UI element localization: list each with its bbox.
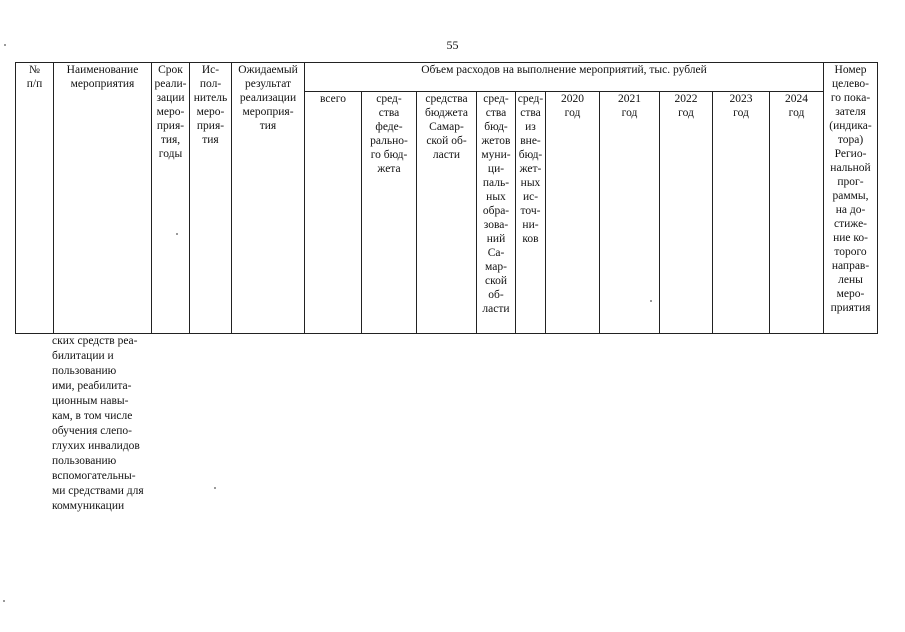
subheader-year-2023: 2023 год	[713, 92, 770, 334]
expenses-table	[15, 62, 878, 334]
subheader-extrabudgetary: сред- ства из вне- бюд- жет- ных ис- точ- ни- ков	[516, 92, 546, 334]
header-activity-name: Наименование мероприятия	[54, 63, 152, 334]
subheader-municipal-budget: сред- ства бюд- жетов муни- ци- паль- ных обра- зова- ний Са- мар- ской об- ласти	[477, 92, 516, 334]
header-executor: Ис- пол- нитель меро- прия- тия	[190, 63, 232, 334]
subheader-total: всего	[305, 92, 362, 334]
scan-speck	[176, 233, 178, 235]
scan-speck	[4, 44, 6, 46]
subheader-regional-budget: средства бюджета Самар- ской об- ласти	[417, 92, 477, 334]
scan-speck	[214, 487, 216, 489]
subheader-federal-budget: сред- ства феде- рально- го бюд- жета	[362, 92, 417, 334]
header-target-indicator: Номер целево- го пока- зателя (индика- тора) Регио- нальной прог- раммы, на до- стиже- ние ко- торого направ- лены меро- приятия	[824, 63, 878, 334]
subheader-year-2024: 2024 год	[770, 92, 824, 334]
header-number: № п/п	[16, 63, 54, 334]
header-implementation-term: Срок реали- зации меро- прия- тия, годы	[152, 63, 190, 334]
header-expenses-group: Объем расходов на выполнение мероприятий, тыс. рублей	[305, 63, 824, 92]
scan-speck	[650, 300, 652, 302]
header-expected-result: Ожидаемый результат реализации мероприя- тия	[232, 63, 305, 334]
activity-name-continuation: ских средств реа- билитации и пользованию ими, реабилита- ционным навы- кам, в том числе обучения слепо- глухих инвалидов пользованию вспомогательны- ми средствами для коммуникации	[52, 335, 144, 512]
subheader-year-2020: 2020 год	[546, 92, 600, 334]
subheader-year-2022: 2022 год	[660, 92, 713, 334]
subheader-year-2021: 2021 год	[600, 92, 660, 334]
scan-speck	[3, 600, 5, 602]
page-number: 55	[446, 38, 459, 52]
